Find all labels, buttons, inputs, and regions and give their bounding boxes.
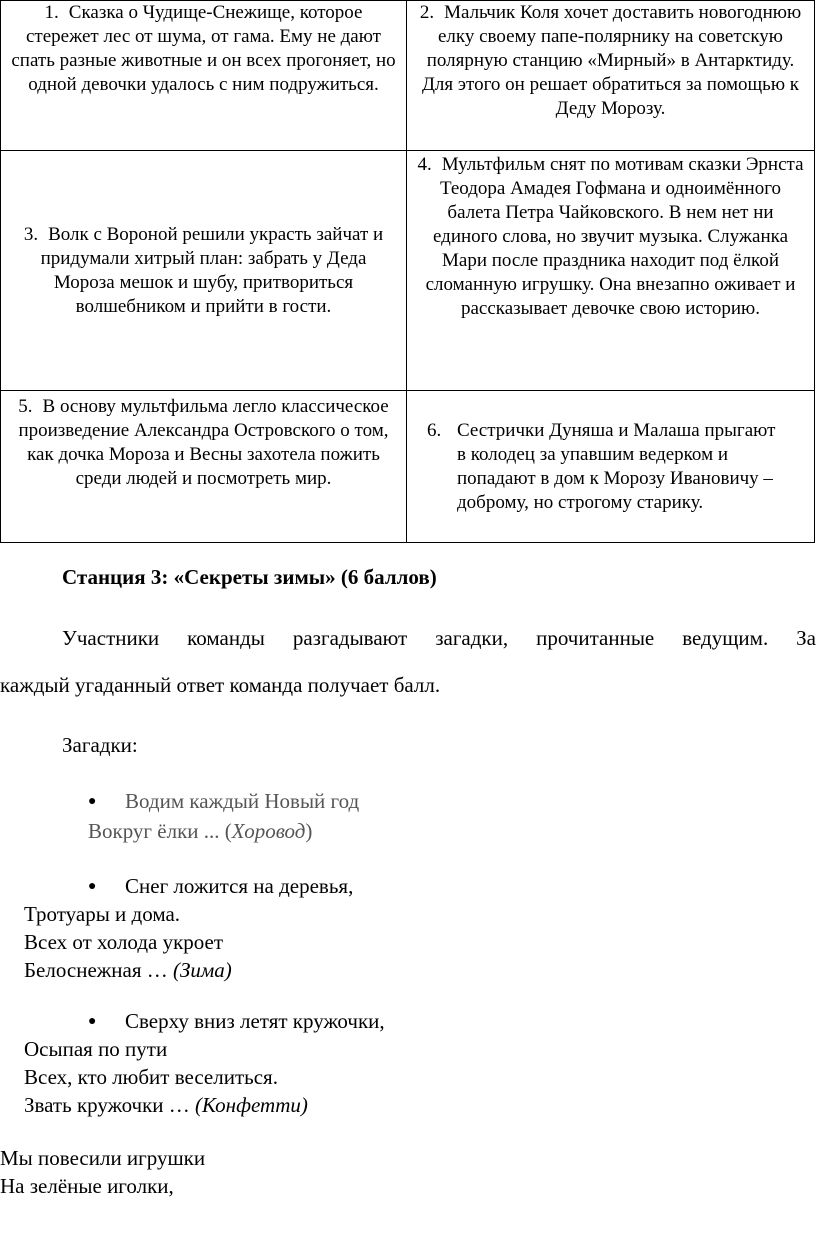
cell-number: 3. xyxy=(23,223,39,245)
table-cell-2 xyxy=(407,1,815,151)
riddle-4-line-1: Мы повесили игрушки xyxy=(0,1146,206,1170)
riddle-3-answer: (Конфетти) xyxy=(195,1093,308,1117)
cell-number: 6. xyxy=(427,419,442,441)
cell-number: 5. xyxy=(18,396,33,417)
cell-text: В основу мультфильма легло классическое произведение Александра Островского о том, как дочка Мороза и Весны захотела пожить среди людей и посмотреть мир. xyxy=(18,396,389,489)
riddle-2-line-3: Всех от холода укроет xyxy=(24,930,224,954)
riddle-3-line-1: ● Сверху вниз летят кружочки, xyxy=(88,1007,385,1036)
bullet-icon: ● xyxy=(88,879,97,894)
riddle-3-line-3: Всех, кто любит веселиться. xyxy=(24,1065,278,1089)
table-cell-3 xyxy=(1,151,407,391)
table-cell-5 xyxy=(1,391,407,543)
riddle-1-answer: Хоровод xyxy=(231,819,306,843)
cell-number: 2. xyxy=(419,2,435,23)
cell-number: 4. xyxy=(417,154,432,175)
station-title: Станция 3: «Секреты зимы» (6 баллов) xyxy=(62,565,437,589)
riddle-1-line-2: Вокруг ёлки ... (Хоровод) xyxy=(88,819,313,843)
cell-text: Волк с Вороной решили украсть зайчат и придумали хитрый план: забрать у Деда Мороза мешок и шубу, притвориться волшебником и прийти в гости. xyxy=(40,223,384,317)
riddle-2-line-1: ● Снег ложится на деревья, xyxy=(88,872,353,901)
cell-number: 1. xyxy=(44,2,59,23)
table-cell-1 xyxy=(1,1,407,151)
riddle-2-answer: (Зима) xyxy=(173,958,232,982)
cell-text: Сестрички Дуняша и Малаша прыгают в колодец за упавшим ведерком и попадают в дом к Морозу Ивановичу – доброму, но строгому старику. xyxy=(457,419,776,513)
riddle-2-line-4: Белоснежная … (Зима) xyxy=(24,958,232,982)
bullet-icon: ● xyxy=(88,1014,97,1029)
riddle-2-line-2: Тротуары и дома. xyxy=(24,902,181,926)
cell-text: Мультфильм снят по мотивам сказки Эрнста Теодора Амадея Гофмана и одноимённого балета Петра Чайковского. В нем нет ни единого слова, но звучит музыка. Служанка Мари после праздника находит под ёлкой сломанную игрушку. Она внезапно оживает и рассказывает девочке свою историю. xyxy=(425,154,804,319)
table-cell-6 xyxy=(407,391,815,543)
bullet-icon: ● xyxy=(88,794,97,809)
table-row xyxy=(1,1,815,151)
intro-line-2: каждый угаданный ответ команда получает балл. xyxy=(0,673,441,697)
table-row xyxy=(1,151,815,391)
table-row xyxy=(1,391,815,543)
riddles-label: Загадки: xyxy=(62,733,138,757)
intro-line-1: Участники команды разгадывают загадки, прочитанные ведущим. За xyxy=(62,626,816,650)
riddle-3-line-2: Осыпая по пути xyxy=(24,1037,168,1061)
table-cell-4 xyxy=(407,151,815,391)
cell-text: Мальчик Коля хочет доставить новогоднюю елку своему папе-полярнику на советскую полярную станцию «Мирный» в Антарктиду. Для этого он решает обратиться за помощью к Деду Морозу. xyxy=(421,2,802,119)
movie-descriptions-table xyxy=(0,0,815,543)
riddle-4-line-2: На зелёные иголки, xyxy=(0,1174,174,1198)
riddle-3-line-4: Звать кружочки … (Конфетти) xyxy=(24,1093,308,1117)
cell-text: Сказка о Чудище-Снежище, которое стережет лес от шума, от гама. Ему не дают спать разные животные и он всех прогоняет, но одной девочки удалось с ним подружиться. xyxy=(11,2,396,95)
riddle-1-line-1: ● Водим каждый Новый год xyxy=(88,787,359,816)
